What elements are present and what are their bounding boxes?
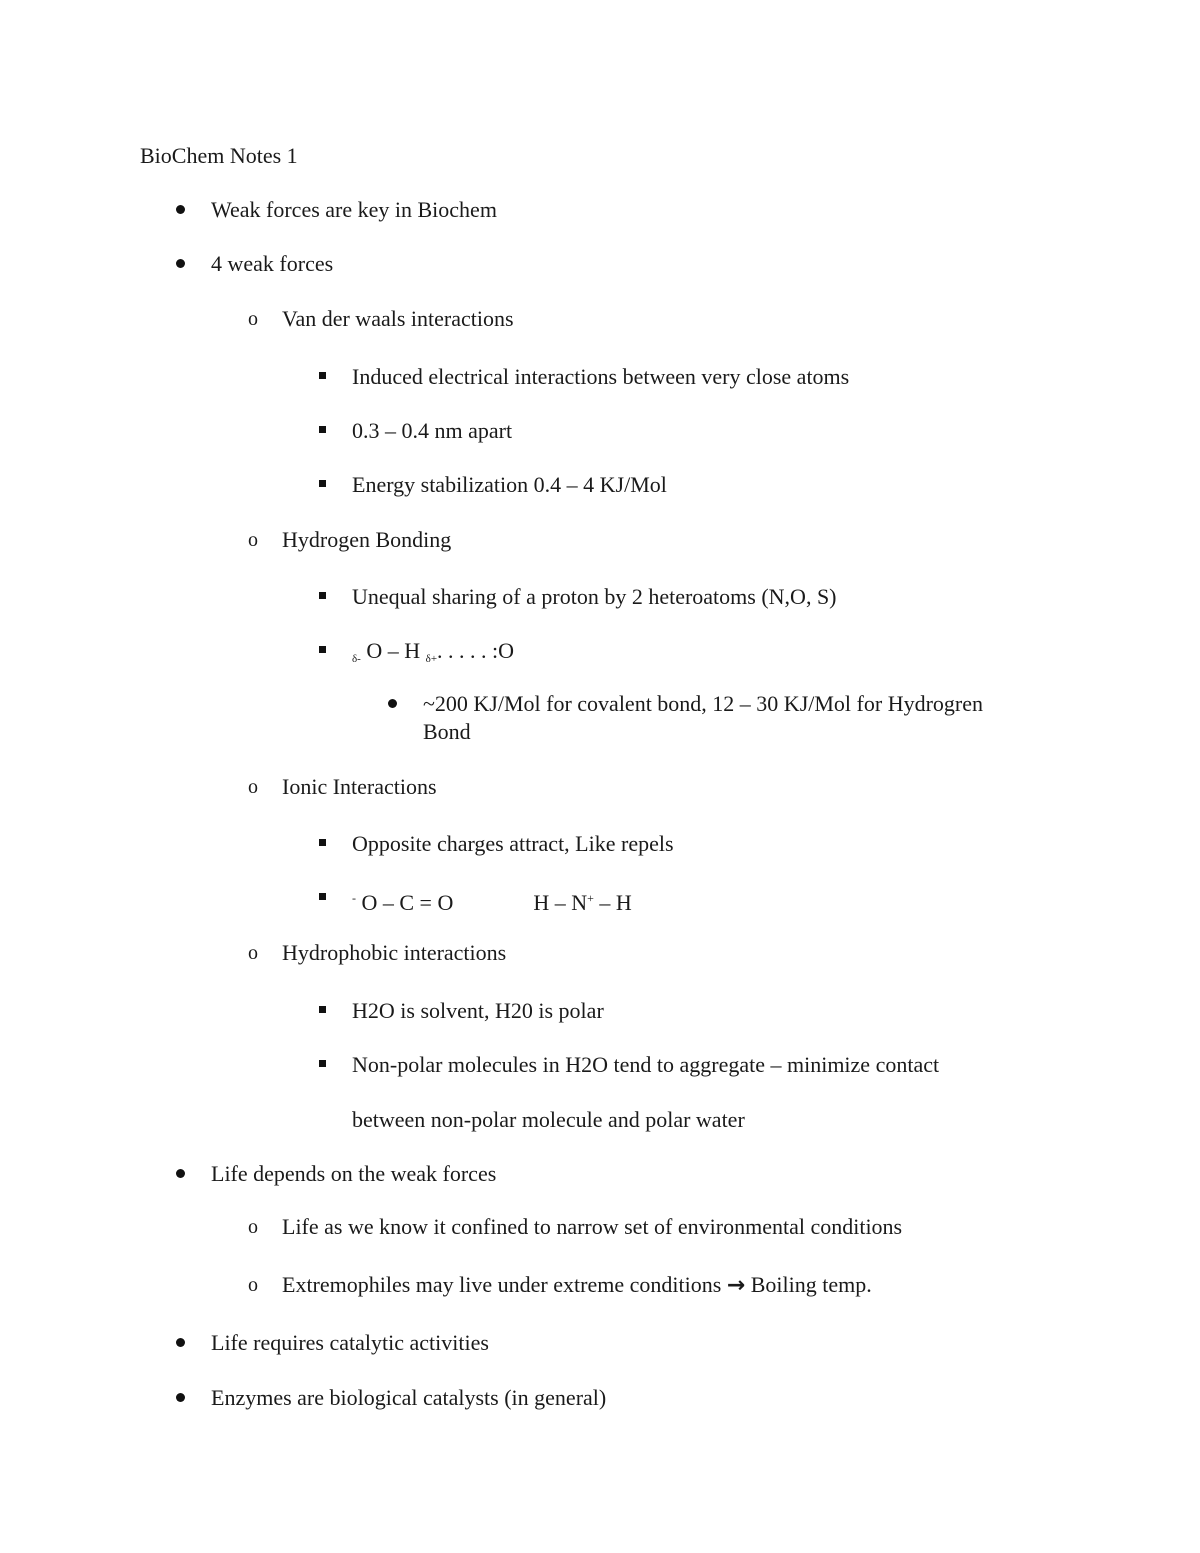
list-item: Life depends on the weak forces bbox=[211, 1161, 497, 1186]
list-item: Weak forces are key in Biochem bbox=[211, 197, 497, 222]
list-item-continuation: between non-polar molecule and polar water bbox=[352, 1107, 745, 1132]
bullet-square-icon bbox=[319, 893, 326, 900]
list-item: Induced electrical interactions between very close atoms bbox=[352, 364, 850, 389]
list-item: Life requires catalytic activities bbox=[211, 1330, 489, 1355]
list-item: Energy stabilization 0.4 – 4 KJ/Mol bbox=[352, 472, 667, 497]
formula-part: H – N bbox=[533, 890, 588, 915]
charge-plus-label: + bbox=[587, 891, 594, 905]
bullet-disc-icon bbox=[176, 205, 185, 214]
bullet-circle-icon: o bbox=[248, 1274, 258, 1296]
list-item: Unequal sharing of a proton by 2 heteroatoms (N,O, S) bbox=[352, 584, 837, 609]
charge-minus-label: - bbox=[352, 891, 356, 905]
bullet-square-icon bbox=[319, 1060, 326, 1067]
bullet-circle-icon: o bbox=[248, 776, 258, 798]
bullet-disc-icon bbox=[176, 1169, 185, 1178]
list-item: 0.3 – 0.4 nm apart bbox=[352, 418, 513, 443]
bullet-circle-icon: o bbox=[248, 942, 258, 964]
bullet-square-icon bbox=[319, 1006, 326, 1013]
list-item: Enzymes are biological catalysts (in general) bbox=[211, 1385, 607, 1410]
bullet-circle-icon: o bbox=[248, 529, 258, 551]
delta-plus-label: δ+ bbox=[425, 653, 438, 665]
list-item-text: Boiling temp. bbox=[745, 1272, 872, 1297]
formula-part: . . . . . :O bbox=[437, 638, 515, 663]
list-item-text: Extremophiles may live under extreme conditions bbox=[282, 1272, 727, 1297]
list-item: ~200 KJ/Mol for covalent bond, 12 – 30 KJ/Mol for Hydrogren bbox=[423, 691, 984, 716]
bullet-square-icon bbox=[319, 480, 326, 487]
formula-part: O – H bbox=[360, 638, 426, 663]
hydrogen-bond-formula bbox=[352, 637, 514, 673]
ionic-formula bbox=[352, 884, 632, 917]
list-item: Non-polar molecules in H2O tend to aggregate – minimize contact bbox=[352, 1052, 940, 1077]
bullet-square-icon bbox=[319, 646, 326, 653]
list-item: Opposite charges attract, Like repels bbox=[352, 831, 674, 856]
list-item: Hydrogen Bonding bbox=[282, 527, 452, 552]
bullet-square-icon bbox=[319, 426, 326, 433]
arrow-right-icon: → bbox=[726, 1273, 746, 1298]
list-item bbox=[282, 1271, 872, 1300]
formula-part: – H bbox=[593, 890, 632, 915]
bullet-disc-icon bbox=[176, 1393, 185, 1402]
list-item: Hydrophobic interactions bbox=[282, 940, 507, 965]
bullet-circle-icon: o bbox=[248, 308, 258, 330]
list-item: Life as we know it confined to narrow set of environmental conditions bbox=[282, 1214, 903, 1239]
formula-part: O – C = O bbox=[356, 890, 454, 915]
delta-minus-label: δ- bbox=[352, 653, 361, 665]
list-item-continuation: Bond bbox=[423, 719, 471, 744]
list-item: 4 weak forces bbox=[211, 251, 334, 276]
bullet-disc-icon bbox=[176, 1338, 185, 1347]
list-item: Ionic Interactions bbox=[282, 774, 437, 799]
page-title: BioChem Notes 1 bbox=[140, 143, 298, 168]
bullet-circle-icon: o bbox=[248, 1216, 258, 1238]
bullet-square-icon bbox=[319, 372, 326, 379]
bullet-disc-icon bbox=[176, 259, 185, 268]
bullet-disc-icon bbox=[388, 699, 397, 708]
bullet-square-icon bbox=[319, 592, 326, 599]
list-item: H2O is solvent, H20 is polar bbox=[352, 998, 604, 1023]
list-item: Van der waals interactions bbox=[282, 306, 514, 331]
bullet-square-icon bbox=[319, 839, 326, 846]
